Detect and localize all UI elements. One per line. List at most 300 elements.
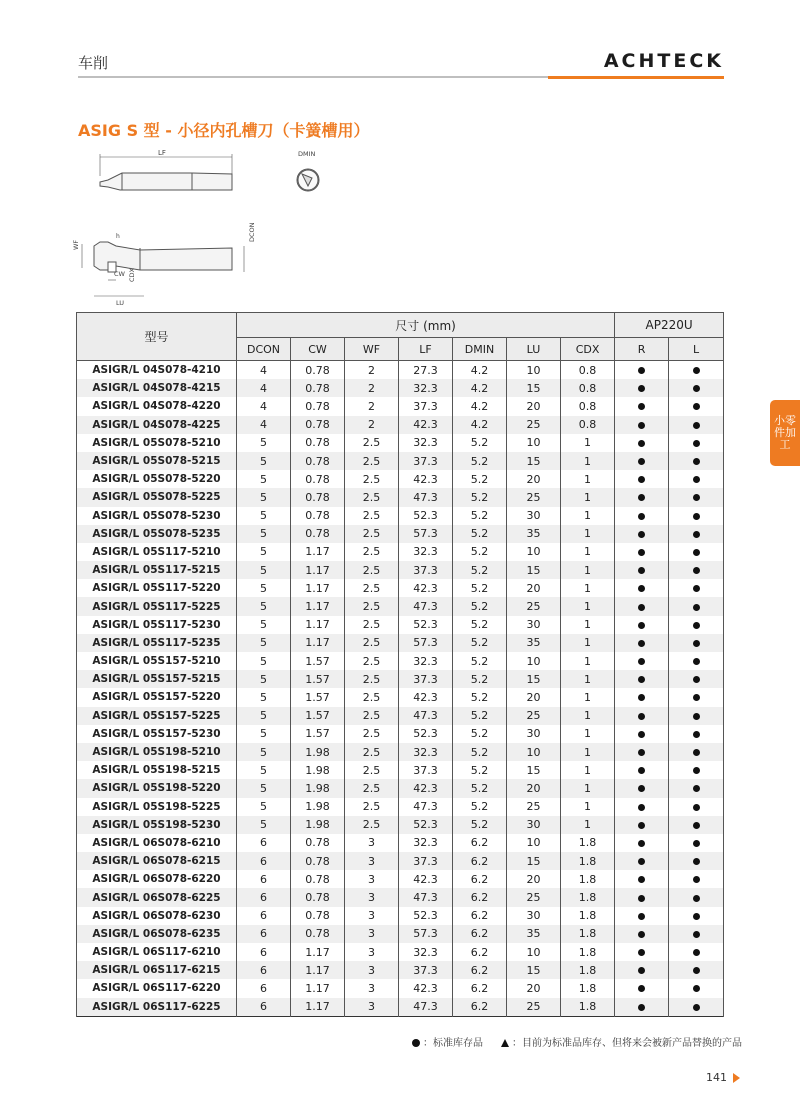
- value-cell-dcon: 6: [237, 961, 291, 979]
- value-cell-dcon: 5: [237, 634, 291, 652]
- stock-cell-l: [669, 907, 724, 925]
- stock-cell-l: [669, 925, 724, 943]
- value-cell-wf: 2.5: [345, 507, 399, 525]
- table-row: [77, 361, 724, 380]
- model-cell: ASIGR/L 05S117-5210: [77, 543, 237, 561]
- value-cell-dmin: 5.2: [453, 616, 507, 634]
- table-row: [77, 943, 724, 961]
- stock-cell-l: [669, 688, 724, 706]
- value-cell-dmin: 4.2: [453, 379, 507, 397]
- filled-circle-icon: [638, 440, 645, 447]
- value-cell-cdx: 1: [561, 543, 615, 561]
- value-cell-cw: 0.78: [291, 507, 345, 525]
- filled-circle-icon: [638, 731, 645, 738]
- value-cell-dmin: 5.2: [453, 652, 507, 670]
- stock-cell-l: [669, 507, 724, 525]
- value-cell-cdx: 1.8: [561, 870, 615, 888]
- stock-cell-l: [669, 361, 724, 380]
- table-row: [77, 761, 724, 779]
- value-cell-lu: 35: [507, 925, 561, 943]
- table-row: [77, 597, 724, 615]
- stock-cell-r: [615, 525, 669, 543]
- value-cell-lf: 32.3: [399, 834, 453, 852]
- filled-circle-icon: [693, 367, 700, 374]
- header-rule: [78, 76, 548, 78]
- column-header-lu: LU: [507, 338, 561, 361]
- value-cell-dmin: 6.2: [453, 888, 507, 906]
- column-header-dmin: DMIN: [453, 338, 507, 361]
- tool-side-view: [82, 242, 244, 296]
- value-cell-dmin: 4.2: [453, 397, 507, 415]
- hz-label: h: [116, 233, 120, 240]
- stock-cell-r: [615, 743, 669, 761]
- model-cell: ASIGR/L 05S198-5220: [77, 779, 237, 797]
- value-cell-dcon: 6: [237, 870, 291, 888]
- table-row: [77, 870, 724, 888]
- value-cell-cw: 1.17: [291, 543, 345, 561]
- value-cell-lf: 32.3: [399, 543, 453, 561]
- value-cell-cdx: 1: [561, 507, 615, 525]
- stock-cell-l: [669, 888, 724, 906]
- table-row: [77, 979, 724, 997]
- stock-cell-l: [669, 416, 724, 434]
- value-cell-lf: 32.3: [399, 379, 453, 397]
- filled-circle-icon: [638, 531, 645, 538]
- value-cell-lu: 35: [507, 525, 561, 543]
- value-cell-lf: 52.3: [399, 507, 453, 525]
- stock-cell-l: [669, 397, 724, 415]
- stock-cell-l: [669, 543, 724, 561]
- value-cell-wf: 2.5: [345, 798, 399, 816]
- value-cell-cdx: 1: [561, 452, 615, 470]
- value-cell-dmin: 5.2: [453, 670, 507, 688]
- value-cell-lf: 37.3: [399, 452, 453, 470]
- side-tab-small-parts[interactable]: 小零件加工: [770, 400, 800, 466]
- filled-circle-icon: [693, 822, 700, 829]
- filled-circle-icon: [693, 440, 700, 447]
- value-cell-lu: 10: [507, 652, 561, 670]
- filled-circle-icon: [638, 876, 645, 883]
- value-cell-dcon: 5: [237, 561, 291, 579]
- value-cell-lu: 20: [507, 870, 561, 888]
- column-header-cdx: CDX: [561, 338, 615, 361]
- table-row: [77, 688, 724, 706]
- value-cell-cw: 0.78: [291, 852, 345, 870]
- value-cell-dcon: 5: [237, 725, 291, 743]
- stock-cell-r: [615, 888, 669, 906]
- stock-cell-l: [669, 707, 724, 725]
- value-cell-dcon: 5: [237, 743, 291, 761]
- model-cell: ASIGR/L 06S078-6210: [77, 834, 237, 852]
- value-cell-dcon: 4: [237, 397, 291, 415]
- model-cell: ASIGR/L 06S117-6220: [77, 979, 237, 997]
- filled-circle-icon: [638, 967, 645, 974]
- model-header: 型号: [77, 313, 237, 361]
- filled-circle-icon: [693, 676, 700, 683]
- value-cell-wf: 2.5: [345, 816, 399, 834]
- model-cell: ASIGR/L 05S157-5220: [77, 688, 237, 706]
- filled-circle-icon: [638, 513, 645, 520]
- value-cell-wf: 3: [345, 979, 399, 997]
- stock-cell-l: [669, 816, 724, 834]
- stock-cell-l: [669, 761, 724, 779]
- value-cell-dcon: 5: [237, 616, 291, 634]
- page-number: 141: [706, 1071, 740, 1084]
- value-cell-dcon: 4: [237, 361, 291, 380]
- value-cell-cdx: 1: [561, 816, 615, 834]
- value-cell-dcon: 5: [237, 779, 291, 797]
- table-row: [77, 670, 724, 688]
- value-cell-cdx: 0.8: [561, 379, 615, 397]
- value-cell-lu: 15: [507, 852, 561, 870]
- value-cell-lu: 15: [507, 670, 561, 688]
- filled-circle-icon: [693, 840, 700, 847]
- column-header-r: R: [615, 338, 669, 361]
- table-row: [77, 652, 724, 670]
- filled-circle-icon: [693, 694, 700, 701]
- filled-circle-icon: [638, 749, 645, 756]
- filled-circle-icon: [638, 458, 645, 465]
- filled-circle-icon: [693, 858, 700, 865]
- value-cell-dmin: 5.2: [453, 634, 507, 652]
- value-cell-dmin: 5.2: [453, 688, 507, 706]
- table-row: [77, 816, 724, 834]
- filled-circle-icon: [693, 476, 700, 483]
- value-cell-lu: 15: [507, 961, 561, 979]
- stock-cell-l: [669, 961, 724, 979]
- value-cell-cw: 1.17: [291, 561, 345, 579]
- value-cell-lu: 30: [507, 725, 561, 743]
- value-cell-lf: 57.3: [399, 525, 453, 543]
- value-cell-cdx: 1: [561, 561, 615, 579]
- value-cell-dmin: 5.2: [453, 707, 507, 725]
- value-cell-lu: 15: [507, 379, 561, 397]
- value-cell-dmin: 5.2: [453, 507, 507, 525]
- value-cell-dmin: 5.2: [453, 561, 507, 579]
- value-cell-cdx: 1: [561, 725, 615, 743]
- value-cell-wf: 2: [345, 416, 399, 434]
- value-cell-wf: 2.5: [345, 561, 399, 579]
- value-cell-cdx: 1.8: [561, 852, 615, 870]
- value-cell-wf: 2: [345, 397, 399, 415]
- stock-cell-r: [615, 816, 669, 834]
- filled-circle-icon: [638, 822, 645, 829]
- stock-cell-r: [615, 379, 669, 397]
- value-cell-cw: 1.17: [291, 961, 345, 979]
- value-cell-dmin: 5.2: [453, 779, 507, 797]
- value-cell-lf: 57.3: [399, 925, 453, 943]
- value-cell-lf: 47.3: [399, 597, 453, 615]
- stock-cell-r: [615, 852, 669, 870]
- model-cell: ASIGR/L 05S078-5220: [77, 470, 237, 488]
- value-cell-cw: 1.17: [291, 579, 345, 597]
- value-cell-lf: 47.3: [399, 798, 453, 816]
- column-header-cw: CW: [291, 338, 345, 361]
- stock-cell-r: [615, 470, 669, 488]
- stock-cell-l: [669, 488, 724, 506]
- stock-cell-r: [615, 761, 669, 779]
- value-cell-cdx: 1: [561, 488, 615, 506]
- value-cell-wf: 2.5: [345, 761, 399, 779]
- value-cell-cw: 1.17: [291, 616, 345, 634]
- value-cell-lu: 20: [507, 779, 561, 797]
- value-cell-lf: 52.3: [399, 616, 453, 634]
- next-page-arrow-icon[interactable]: [733, 1073, 740, 1083]
- stock-cell-r: [615, 579, 669, 597]
- model-cell: ASIGR/L 05S157-5210: [77, 652, 237, 670]
- filled-circle-icon: [638, 422, 645, 429]
- stock-cell-l: [669, 998, 724, 1017]
- value-cell-wf: 2.5: [345, 452, 399, 470]
- table-row: [77, 798, 724, 816]
- stock-cell-l: [669, 634, 724, 652]
- filled-circle-icon: [693, 640, 700, 647]
- value-cell-lu: 20: [507, 979, 561, 997]
- stock-cell-r: [615, 798, 669, 816]
- model-cell: ASIGR/L 04S078-4215: [77, 379, 237, 397]
- table-row: [77, 488, 724, 506]
- filled-circle-icon: [693, 494, 700, 501]
- value-cell-lu: 25: [507, 707, 561, 725]
- value-cell-dcon: 5: [237, 488, 291, 506]
- value-cell-lf: 42.3: [399, 688, 453, 706]
- value-cell-dmin: 5.2: [453, 597, 507, 615]
- model-cell: ASIGR/L 05S078-5225: [77, 488, 237, 506]
- cw-label: CW: [114, 270, 125, 278]
- stock-cell-r: [615, 652, 669, 670]
- header-category: 车削: [78, 54, 109, 72]
- stock-cell-l: [669, 798, 724, 816]
- value-cell-lf: 47.3: [399, 998, 453, 1017]
- value-cell-cdx: 1.8: [561, 888, 615, 906]
- table-row: [77, 616, 724, 634]
- value-cell-cw: 1.57: [291, 688, 345, 706]
- value-cell-cw: 1.98: [291, 779, 345, 797]
- value-cell-cw: 0.78: [291, 488, 345, 506]
- value-cell-lf: 47.3: [399, 488, 453, 506]
- value-cell-lf: 47.3: [399, 888, 453, 906]
- value-cell-lu: 20: [507, 579, 561, 597]
- lf-label: LF: [158, 149, 166, 157]
- value-cell-lf: 32.3: [399, 434, 453, 452]
- value-cell-cdx: 1.8: [561, 998, 615, 1017]
- model-cell: ASIGR/L 06S117-6210: [77, 943, 237, 961]
- value-cell-dmin: 6.2: [453, 943, 507, 961]
- brand-logo: ACHTECK: [603, 50, 724, 72]
- filled-circle-icon: [693, 931, 700, 938]
- value-cell-dcon: 6: [237, 979, 291, 997]
- value-cell-wf: 2.5: [345, 707, 399, 725]
- value-cell-lu: 20: [507, 688, 561, 706]
- value-cell-dcon: 5: [237, 543, 291, 561]
- value-cell-lu: 30: [507, 907, 561, 925]
- value-cell-lu: 15: [507, 452, 561, 470]
- model-cell: ASIGR/L 06S117-6215: [77, 961, 237, 979]
- value-cell-dcon: 5: [237, 652, 291, 670]
- value-cell-lu: 20: [507, 470, 561, 488]
- value-cell-wf: 2.5: [345, 779, 399, 797]
- value-cell-cw: 0.78: [291, 379, 345, 397]
- value-cell-cdx: 1.8: [561, 834, 615, 852]
- stock-cell-l: [669, 561, 724, 579]
- table-row: [77, 834, 724, 852]
- filled-circle-icon: [693, 767, 700, 774]
- filled-circle-icon: [638, 713, 645, 720]
- table-row: [77, 561, 724, 579]
- stock-cell-l: [669, 870, 724, 888]
- value-cell-cw: 1.57: [291, 652, 345, 670]
- value-cell-lf: 37.3: [399, 561, 453, 579]
- value-cell-cdx: 1: [561, 470, 615, 488]
- value-cell-dmin: 6.2: [453, 961, 507, 979]
- value-cell-cdx: 0.8: [561, 397, 615, 415]
- value-cell-dmin: 4.2: [453, 361, 507, 380]
- column-header-lf: LF: [399, 338, 453, 361]
- table-row: [77, 507, 724, 525]
- filled-circle-icon: [638, 476, 645, 483]
- value-cell-dcon: 5: [237, 434, 291, 452]
- filled-circle-icon: [693, 422, 700, 429]
- value-cell-wf: 2.5: [345, 616, 399, 634]
- value-cell-dcon: 5: [237, 816, 291, 834]
- value-cell-cw: 1.17: [291, 634, 345, 652]
- stock-cell-r: [615, 870, 669, 888]
- stock-cell-r: [615, 707, 669, 725]
- spec-table: [76, 312, 724, 1017]
- value-cell-cw: 1.57: [291, 725, 345, 743]
- stock-cell-l: [669, 525, 724, 543]
- table-row: [77, 961, 724, 979]
- value-cell-dcon: 5: [237, 525, 291, 543]
- model-cell: ASIGR/L 05S078-5215: [77, 452, 237, 470]
- value-cell-lf: 37.3: [399, 761, 453, 779]
- value-cell-cw: 1.98: [291, 743, 345, 761]
- value-cell-lf: 37.3: [399, 852, 453, 870]
- value-cell-dmin: 5.2: [453, 816, 507, 834]
- filled-circle-icon: [638, 840, 645, 847]
- value-cell-lf: 47.3: [399, 707, 453, 725]
- model-cell: ASIGR/L 04S078-4225: [77, 416, 237, 434]
- wf-label: WF: [72, 239, 80, 250]
- value-cell-cw: 0.78: [291, 907, 345, 925]
- table-row: [77, 925, 724, 943]
- table-row: [77, 543, 724, 561]
- filled-circle-icon: [693, 749, 700, 756]
- stock-cell-r: [615, 998, 669, 1017]
- model-cell: ASIGR/L 05S157-5230: [77, 725, 237, 743]
- value-cell-lu: 10: [507, 743, 561, 761]
- model-cell: ASIGR/L 05S198-5225: [77, 798, 237, 816]
- value-cell-lf: 27.3: [399, 361, 453, 380]
- table-row: [77, 397, 724, 415]
- value-cell-cdx: 1: [561, 525, 615, 543]
- value-cell-wf: 2.5: [345, 634, 399, 652]
- filled-circle-icon: [638, 622, 645, 629]
- legend-replace: ：目前为标准品库存、但将来会被新产品替换的产品: [501, 1034, 742, 1049]
- stock-cell-l: [669, 725, 724, 743]
- model-cell: ASIGR/L 06S078-6225: [77, 888, 237, 906]
- filled-circle-icon: [693, 913, 700, 920]
- value-cell-wf: 2.5: [345, 434, 399, 452]
- value-cell-lf: 42.3: [399, 579, 453, 597]
- value-cell-wf: 3: [345, 943, 399, 961]
- table-row: [77, 852, 724, 870]
- filled-circle-icon: [638, 858, 645, 865]
- value-cell-wf: 2.5: [345, 652, 399, 670]
- stock-cell-r: [615, 361, 669, 380]
- value-cell-cdx: 1: [561, 798, 615, 816]
- value-cell-lu: 10: [507, 943, 561, 961]
- stock-cell-l: [669, 579, 724, 597]
- value-cell-lu: 25: [507, 488, 561, 506]
- value-cell-cw: 1.17: [291, 597, 345, 615]
- filled-circle-icon: [638, 804, 645, 811]
- value-cell-dcon: 6: [237, 925, 291, 943]
- stock-cell-r: [615, 434, 669, 452]
- value-cell-dmin: 5.2: [453, 543, 507, 561]
- model-cell: ASIGR/L 05S117-5225: [77, 597, 237, 615]
- stock-cell-l: [669, 470, 724, 488]
- filled-circle-icon: [693, 403, 700, 410]
- value-cell-cw: 1.17: [291, 943, 345, 961]
- stock-cell-r: [615, 488, 669, 506]
- value-cell-lu: 15: [507, 761, 561, 779]
- value-cell-wf: 2.5: [345, 470, 399, 488]
- table-row: [77, 888, 724, 906]
- value-cell-cw: 1.98: [291, 816, 345, 834]
- stock-cell-r: [615, 634, 669, 652]
- value-cell-lf: 52.3: [399, 907, 453, 925]
- value-cell-dcon: 5: [237, 761, 291, 779]
- cdx-label: CDX: [128, 268, 136, 282]
- value-cell-cdx: 1: [561, 652, 615, 670]
- value-cell-dmin: 6.2: [453, 979, 507, 997]
- model-cell: ASIGR/L 05S157-5225: [77, 707, 237, 725]
- filled-circle-icon: [638, 403, 645, 410]
- value-cell-dcon: 5: [237, 507, 291, 525]
- value-cell-lf: 42.3: [399, 779, 453, 797]
- value-cell-dmin: 5.2: [453, 434, 507, 452]
- stock-cell-r: [615, 416, 669, 434]
- filled-circle-icon: [638, 385, 645, 392]
- value-cell-dmin: 5.2: [453, 761, 507, 779]
- stock-cell-l: [669, 743, 724, 761]
- filled-circle-icon: [693, 876, 700, 883]
- filled-circle-icon: [638, 676, 645, 683]
- filled-circle-icon: [638, 985, 645, 992]
- value-cell-lu: 25: [507, 998, 561, 1017]
- value-cell-dcon: 5: [237, 670, 291, 688]
- filled-circle-icon: [638, 585, 645, 592]
- filled-circle-icon: [638, 494, 645, 501]
- filled-circle-icon: [693, 785, 700, 792]
- stock-cell-l: [669, 379, 724, 397]
- value-cell-cdx: 0.8: [561, 416, 615, 434]
- value-cell-cdx: 1: [561, 779, 615, 797]
- value-cell-dmin: 6.2: [453, 907, 507, 925]
- value-cell-dmin: 6.2: [453, 834, 507, 852]
- lu-label: LU: [116, 299, 125, 307]
- dmin-end-view: [298, 170, 318, 190]
- table-row: [77, 998, 724, 1017]
- filled-circle-icon: [693, 458, 700, 465]
- stock-cell-l: [669, 670, 724, 688]
- value-cell-dcon: 5: [237, 579, 291, 597]
- filled-circle-icon: [693, 622, 700, 629]
- value-cell-lu: 25: [507, 416, 561, 434]
- legend-stock: ：标准库存品: [412, 1034, 483, 1049]
- value-cell-cw: 0.78: [291, 416, 345, 434]
